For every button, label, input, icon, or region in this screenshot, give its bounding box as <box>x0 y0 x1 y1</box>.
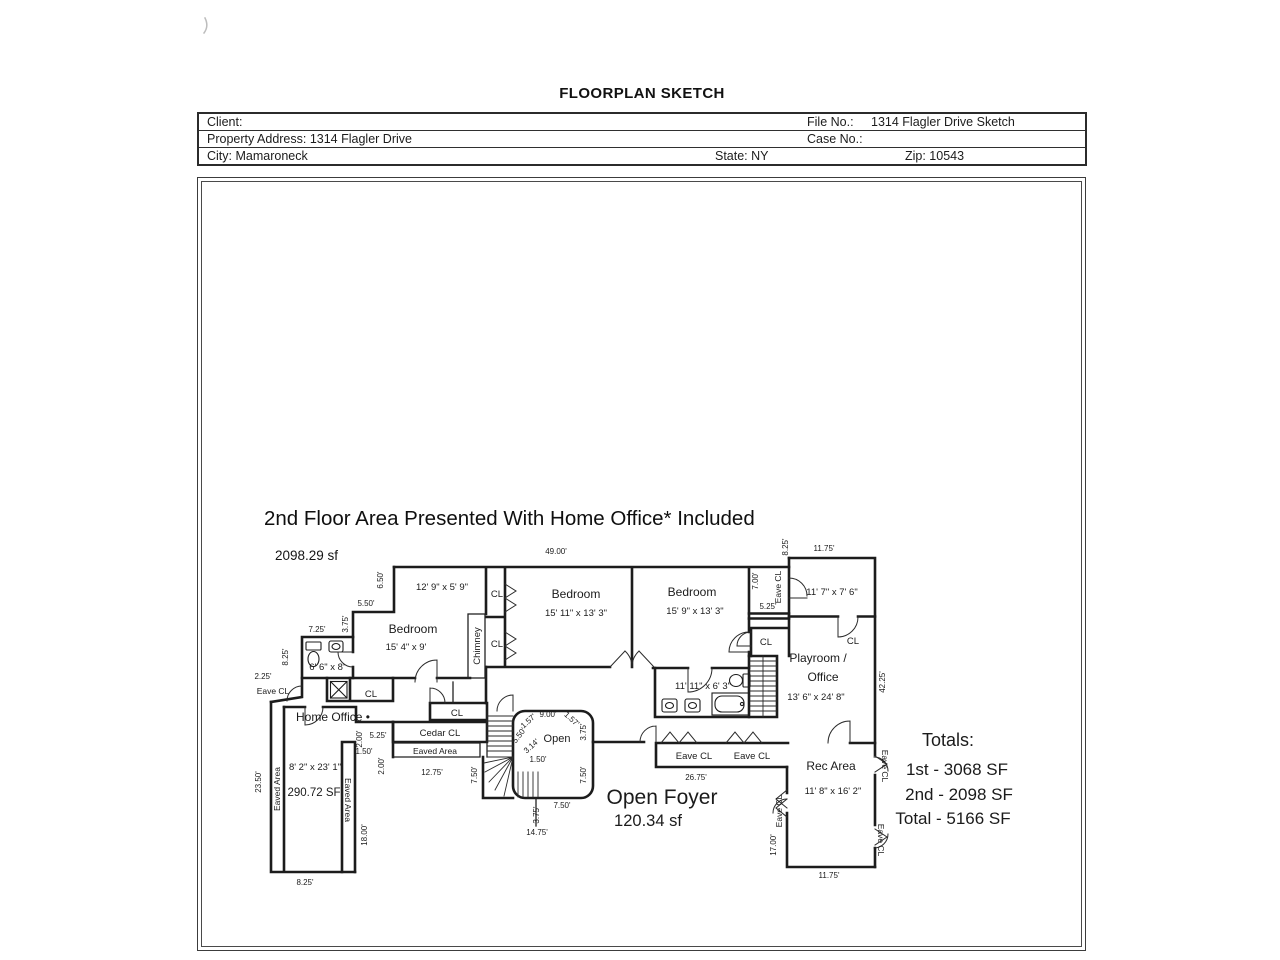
dim-200a: 2.00' <box>355 730 364 748</box>
door-playroom <box>828 721 850 743</box>
dim-525-tr: 5.25' <box>759 602 777 611</box>
dim-top-49: 49.00' <box>545 547 567 556</box>
label-rec-area: Rec Area <box>806 759 856 773</box>
city-value: City: Mamaroneck <box>207 149 308 163</box>
plan-heading: 2nd Floor Area Presented With Home Office* Included <box>264 507 755 530</box>
dim-157a: 1.57' <box>518 712 538 731</box>
dim-1275: 12.75' <box>421 768 443 777</box>
totals-total: Total - 5166 SF <box>895 809 1011 828</box>
dim-825-left: 8.25' <box>281 648 290 666</box>
label-alcove-dims: 12' 9" x 5' 9" <box>415 582 469 593</box>
dim-2675: 26.75' <box>685 773 707 782</box>
dim-375: 3.75' <box>341 615 350 633</box>
label-eave-cl-strip: Eave CL <box>773 570 783 604</box>
sink <box>685 699 700 712</box>
label-eaved-area-row: Eaved Area <box>413 746 457 756</box>
totals-heading: Totals: <box>921 730 975 750</box>
door-foyer <box>497 695 513 711</box>
dim-1700: 17.00' <box>769 834 778 856</box>
sink <box>329 641 343 652</box>
label-eave-cl-band1: Eave CL <box>675 751 713 762</box>
label-cl-6: CL <box>450 708 464 719</box>
door-bedroom-right <box>632 651 654 667</box>
label-home-office-dims: 8' 2" x 23' 1" <box>288 762 342 773</box>
dim-750l: 7.50' <box>470 766 479 784</box>
label-bath-mid-dims: 11' 11" x 6' 3" <box>675 681 731 692</box>
dim-157b: 1.57' <box>562 710 582 729</box>
label-chimney: Chimney <box>472 627 483 665</box>
label-eave-room-dims: 11' 7" x 7' 6" <box>806 587 858 598</box>
door-bedroom-left <box>415 660 437 682</box>
plan-floor-area: 2098.29 sf <box>275 548 339 563</box>
dim-4225: 42.25' <box>878 671 887 693</box>
dim-1175-rec: 11.75' <box>818 871 840 880</box>
label-bedroom-mid: Bedroom <box>551 587 601 601</box>
client-label: Client: <box>207 115 243 129</box>
label-eaved-area-left: Eaved Area <box>272 767 282 811</box>
case-no-label: Case No.: <box>807 132 863 146</box>
document-title: FLOORPLAN SKETCH <box>559 85 725 102</box>
label-open-foyer-area: 120.34 sf <box>614 812 682 830</box>
sink-basin <box>689 703 697 709</box>
dim-150-n: 1.50' <box>355 747 373 756</box>
door-bedroom-right-cl <box>729 632 749 652</box>
label-home-office: Home Office • <box>295 710 371 724</box>
dim-525-n: 5.25' <box>369 731 387 740</box>
bathtub-drain <box>740 702 743 705</box>
dim-200b: 2.00' <box>377 757 386 775</box>
dim-900: 9.00' <box>539 710 557 719</box>
dim-1175-top: 11.75' <box>813 544 835 553</box>
dim-650: 6.50' <box>376 571 385 589</box>
shaft-x-box <box>331 682 348 699</box>
door-foyer-hall <box>640 726 656 742</box>
dim-225: 2.25' <box>254 672 272 681</box>
door-eave-room <box>789 578 807 598</box>
property-address: Property Address: 1314 Flagler Drive <box>207 132 412 146</box>
totals-second-floor: 2nd - 2098 SF <box>905 785 1013 804</box>
dim-725: 7.25' <box>308 625 326 634</box>
label-bedroom-left-dims: 15' 4" x 9' <box>385 642 427 653</box>
label-bedroom-mid-dims: 15' 11" x 13' 3" <box>545 608 607 619</box>
sink-basin <box>332 644 340 650</box>
dim-750r: 7.50' <box>579 766 588 784</box>
dim-550: 5.50' <box>357 599 375 608</box>
label-cl-3: CL <box>364 689 378 700</box>
label-cedar-cl: Cedar CL <box>419 728 461 739</box>
file-no-label: File No.: <box>807 115 854 129</box>
label-playroom-1: Playroom / <box>789 651 847 665</box>
label-eave-cl-rec-right2: Eave CL <box>876 823 886 857</box>
label-bedroom-left: Bedroom <box>388 622 438 636</box>
dim-375b: 3.75' <box>532 806 541 824</box>
door-bedroom-mid <box>610 651 632 667</box>
bathtub-inner <box>715 696 744 712</box>
label-eaved-area-right: Eaved Area <box>343 778 353 822</box>
file-no-value: 1314 Flagler Drive Sketch <box>871 115 1015 129</box>
dim-1475: 14.75' <box>526 828 548 837</box>
label-bedroom-right-dims: 15' 9" x 13' 3" <box>666 606 724 617</box>
dim-700: 7.00' <box>751 572 760 590</box>
label-playroom-2: Office <box>807 670 839 684</box>
label-eave-cl-band2: Eave CL <box>733 751 771 762</box>
door-playroom-top-cl <box>838 617 858 637</box>
dim-375a: 3.75' <box>579 723 588 741</box>
label-eave-cl-rec-right1: Eave CL <box>880 749 890 783</box>
totals-first-floor: 1st - 3068 SF <box>905 760 1009 779</box>
dim-825-tr: 8.25' <box>781 538 790 556</box>
label-bedroom-right: Bedroom <box>667 585 717 599</box>
label-eave-cl-left: Eave CL <box>256 686 290 696</box>
bifold-eave-cl-1 <box>661 732 697 743</box>
bifold-cl-2 <box>505 632 516 660</box>
label-open: Open <box>543 733 571 745</box>
label-bath-left-dims: 6' 6" x 8' <box>309 662 345 673</box>
sink <box>662 699 677 712</box>
dim-750b: 7.50' <box>553 801 571 810</box>
dim-1800: 18.00' <box>360 824 369 846</box>
label-cl-2: CL <box>490 639 504 650</box>
bifold-cl-1 <box>505 584 516 612</box>
door-hall-closet <box>430 688 445 703</box>
state-value: State: NY <box>715 149 769 163</box>
bifold-eave-cl-2 <box>726 732 762 743</box>
scan-mark <box>204 18 207 33</box>
toilet-tank <box>306 642 321 650</box>
label-cl-5: CL <box>759 637 773 648</box>
dim-550-o: 5.50' <box>510 725 528 745</box>
dim-314: 3.14' <box>521 737 541 756</box>
label-playroom-dims: 13' 6" x 24' 8" <box>787 692 845 703</box>
summary-text <box>607 730 1013 830</box>
sink-basin <box>666 703 674 709</box>
label-cl-4: CL <box>846 636 860 647</box>
dim-825-ho: 8.25' <box>296 878 314 887</box>
label-eave-cl-rec-left: Eave CL <box>774 794 784 828</box>
label-home-office-area: 290.72 SF <box>287 787 341 799</box>
dim-150-o: 1.50' <box>529 755 547 764</box>
label-rec-area-dims: 11' 8" x 16' 2" <box>804 786 862 797</box>
label-open-foyer: Open Foyer <box>606 786 718 809</box>
toilet-bowl <box>730 675 743 687</box>
label-cl-1: CL <box>490 589 504 600</box>
dim-2350: 23.50' <box>254 771 263 793</box>
zip-value: Zip: 10543 <box>905 149 965 163</box>
